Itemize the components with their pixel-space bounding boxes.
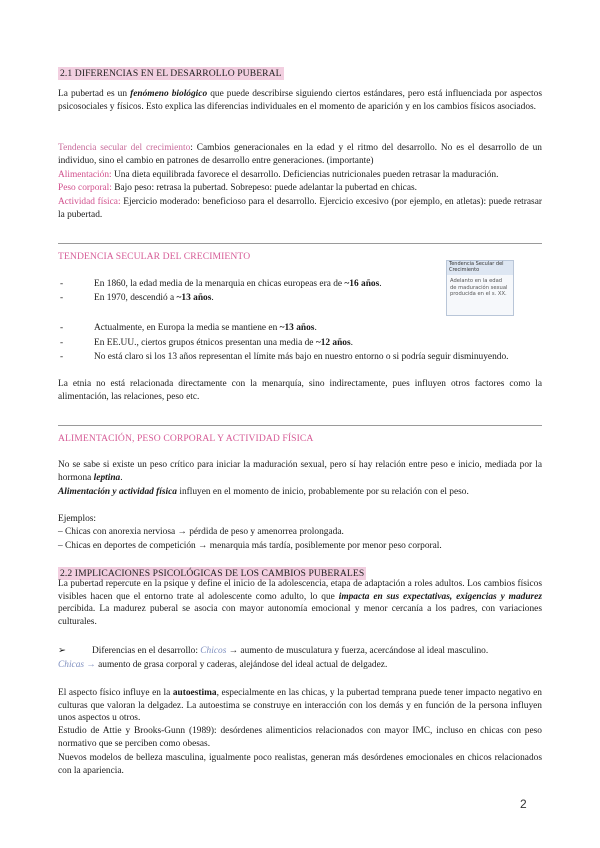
factor-text: Una dieta equilibrada favorece el desarrollo. Deficiencias nutricionales pueden retrasar la maduración.: [111, 170, 499, 180]
bullet-end: .: [350, 338, 353, 348]
para-text: → aumento de musculatura y fuerza, acercándose al ideal masculino.: [226, 646, 489, 656]
implicaciones-paragraph: [58, 578, 542, 628]
para-end: .: [120, 472, 123, 483]
leptina-paragraph: [58, 459, 542, 484]
bullet-text: En 1970, descendió a: [94, 293, 177, 303]
factor-label: Peso corporal:: [58, 183, 112, 193]
autoestima-paragraph: [58, 687, 542, 725]
bullet-bold: ~16 años: [344, 279, 380, 289]
bullet-bold: ~13 años: [176, 293, 212, 303]
para-text: , especialmente en las chicas, y la pubertad temprana puede tener impacto negativo en culturas que valoran la delgadez. La autoestima se construye en interacción con los demás y en función de la persona influyen unos aspectos u otros.: [58, 688, 542, 724]
etnia-paragraph: La etnia no está relacionada directamente con la menarquía, sino indirectamente, pues influyen otros factores como la alimentación, las relaciones, peso etc.: [58, 379, 542, 402]
para-end: percibida. La madurez puberal se asocia con mayor autonomía emocional y menor cercanía a los padres, con variaciones culturales.: [58, 604, 542, 627]
para-bold: autoestima: [172, 688, 217, 698]
comment-title: Tendencia Secular del Crecimiento: [447, 261, 513, 275]
example-item: – Chicas en deportes de competición → menarquia más tardía, posiblemente por menor peso corporal.: [58, 541, 442, 551]
bullet-text: En EE.UU., ciertos grupos étnicos presentan una media de: [94, 338, 316, 348]
para-text: Diferencias en el desarrollo:: [92, 646, 201, 656]
belleza-paragraph: Nuevos modelos de belleza masculina, igualmente poco realistas, generan más desórdenes emocionales en chicos relacionados con la apariencia.: [58, 753, 542, 776]
section-heading-2-1: [58, 63, 284, 81]
intro-bold: fenómeno biológico: [130, 89, 208, 99]
diferencias-bullet: [58, 645, 542, 658]
bullet-dash: -: [60, 338, 64, 348]
bullet-end: .: [379, 279, 382, 289]
factor-actividad: [58, 196, 542, 221]
section-divider: [58, 425, 542, 426]
influence-paragraph: [58, 486, 542, 499]
para-text: No se sabe si existe un peso crítico para iniciar la maduración sexual, pero sí hay relación entre peso e inicio, mediada por la hormona: [58, 460, 542, 483]
factor-text: Ejercicio moderado: beneficioso para el desarrollo. Ejercicio excesivo (por ejemplo, en atletas): puede retrasar la pubertad.: [58, 197, 542, 220]
intro-text-a: La pubertad es un: [58, 89, 131, 99]
heading-highlight: 2.1 DIFERENCIAS EN EL DESARROLLO PUBERAL: [60, 68, 282, 79]
chicos-label: Chicos: [200, 646, 227, 656]
factor-text: : Cambios generacionales en la edad y el ritmo del desarrollo. No es el desarrollo de un individuo, sino el cambio en patrones de desarrollo entre generaciones. (importante): [58, 143, 542, 166]
bullet-dash: -: [60, 279, 64, 289]
bullet-end: .: [211, 293, 214, 303]
examples-label: Ejemplos:: [58, 514, 97, 524]
para-bold: impacta en sus expectativas, exigencias y madurez: [338, 591, 542, 602]
page-number: 2: [520, 797, 527, 811]
bullet-dash: -: [60, 352, 64, 362]
example-item: – Chicas con anorexia nerviosa → pérdida de peso y amenorrea prolongada.: [58, 527, 344, 537]
para-text: aumento de grasa corporal y caderas, alejándose del ideal actual de delgadez.: [95, 660, 388, 670]
bullet-text: En 1860, la edad media de la menarquia en chicas europeas era de: [94, 279, 345, 289]
attie-paragraph: Estudio de Attie y Brooks-Gunn (1989): desórdenes alimenticios relacionados con mayor IMC, incluso en chicas con peso normativo que se perciben como obesas.: [58, 726, 542, 749]
heading-highlight: 2.2 IMPLICACIONES PSICOLÓGICAS DE LOS CAMBIOS PUBERALES: [60, 568, 365, 579]
bullet-dash: -: [60, 293, 64, 303]
intro-paragraph: [58, 88, 542, 113]
bullet-bold: ~12 años: [315, 338, 351, 348]
margin-comment[interactable]: [446, 260, 514, 316]
chicas-label: Chicas →: [58, 660, 96, 670]
bullet-bold: ~13 años: [279, 323, 315, 333]
factor-secular: [58, 142, 542, 167]
factor-label: Alimentación:: [58, 170, 112, 180]
bullet-text: Actualmente, en Europa la media se mantiene en: [94, 323, 280, 333]
factor-peso: [58, 182, 542, 195]
para-text: La pubertad repercute en la psique y define el inicio de la adolescencia, etapa de adaptación a roles adultos. Los cambios físicos visibles hacen que el entorno trate al adolescente como adulto, lo que: [58, 579, 542, 602]
intro-text-c: que puede describirse siguiendo ciertos estándares, pero está influenciada por aspectos psicosociales y físicos. Esto explica las diferencias individuales en el momento de aparición y en los cambios físicos asociados.: [58, 89, 542, 112]
bullet-dash: -: [60, 323, 64, 333]
para-bold: Alimentación y actividad física: [58, 487, 177, 497]
bullet-text: No está claro si los 13 años representan el límite más bajo en nuestro entorno o si podría seguir disminuyendo.: [94, 352, 509, 362]
factor-text: Bajo peso: retrasa la pubertad. Sobrepeso: puede adelantar la pubertad en chicas.: [111, 183, 417, 193]
section-divider: [58, 243, 542, 244]
heading-tendencia-secular: TENDENCIA SECULAR DEL CRECIMIENTO: [58, 251, 251, 262]
para-bold: leptina: [93, 472, 121, 483]
arrow-bullet-icon: ➢: [58, 646, 66, 656]
heading-alimentacion: ALIMENTACIÓN, PESO CORPORAL Y ACTIVIDAD FÍSICA: [58, 433, 314, 444]
bullet-end: .: [314, 323, 317, 333]
comment-body: Adelanto en la edad de maduración sexual producida en el s. XX.: [450, 278, 508, 298]
para-text: El aspecto físico influye en la: [58, 688, 173, 698]
factor-alimentacion: [58, 169, 542, 182]
factor-label: Tendencia secular del crecimiento: [58, 143, 191, 153]
para-text: influyen en el momento de inicio, probablemente por su relación con el peso.: [177, 487, 469, 497]
factor-label: Actividad física:: [58, 197, 121, 207]
chicas-line: [58, 659, 542, 672]
